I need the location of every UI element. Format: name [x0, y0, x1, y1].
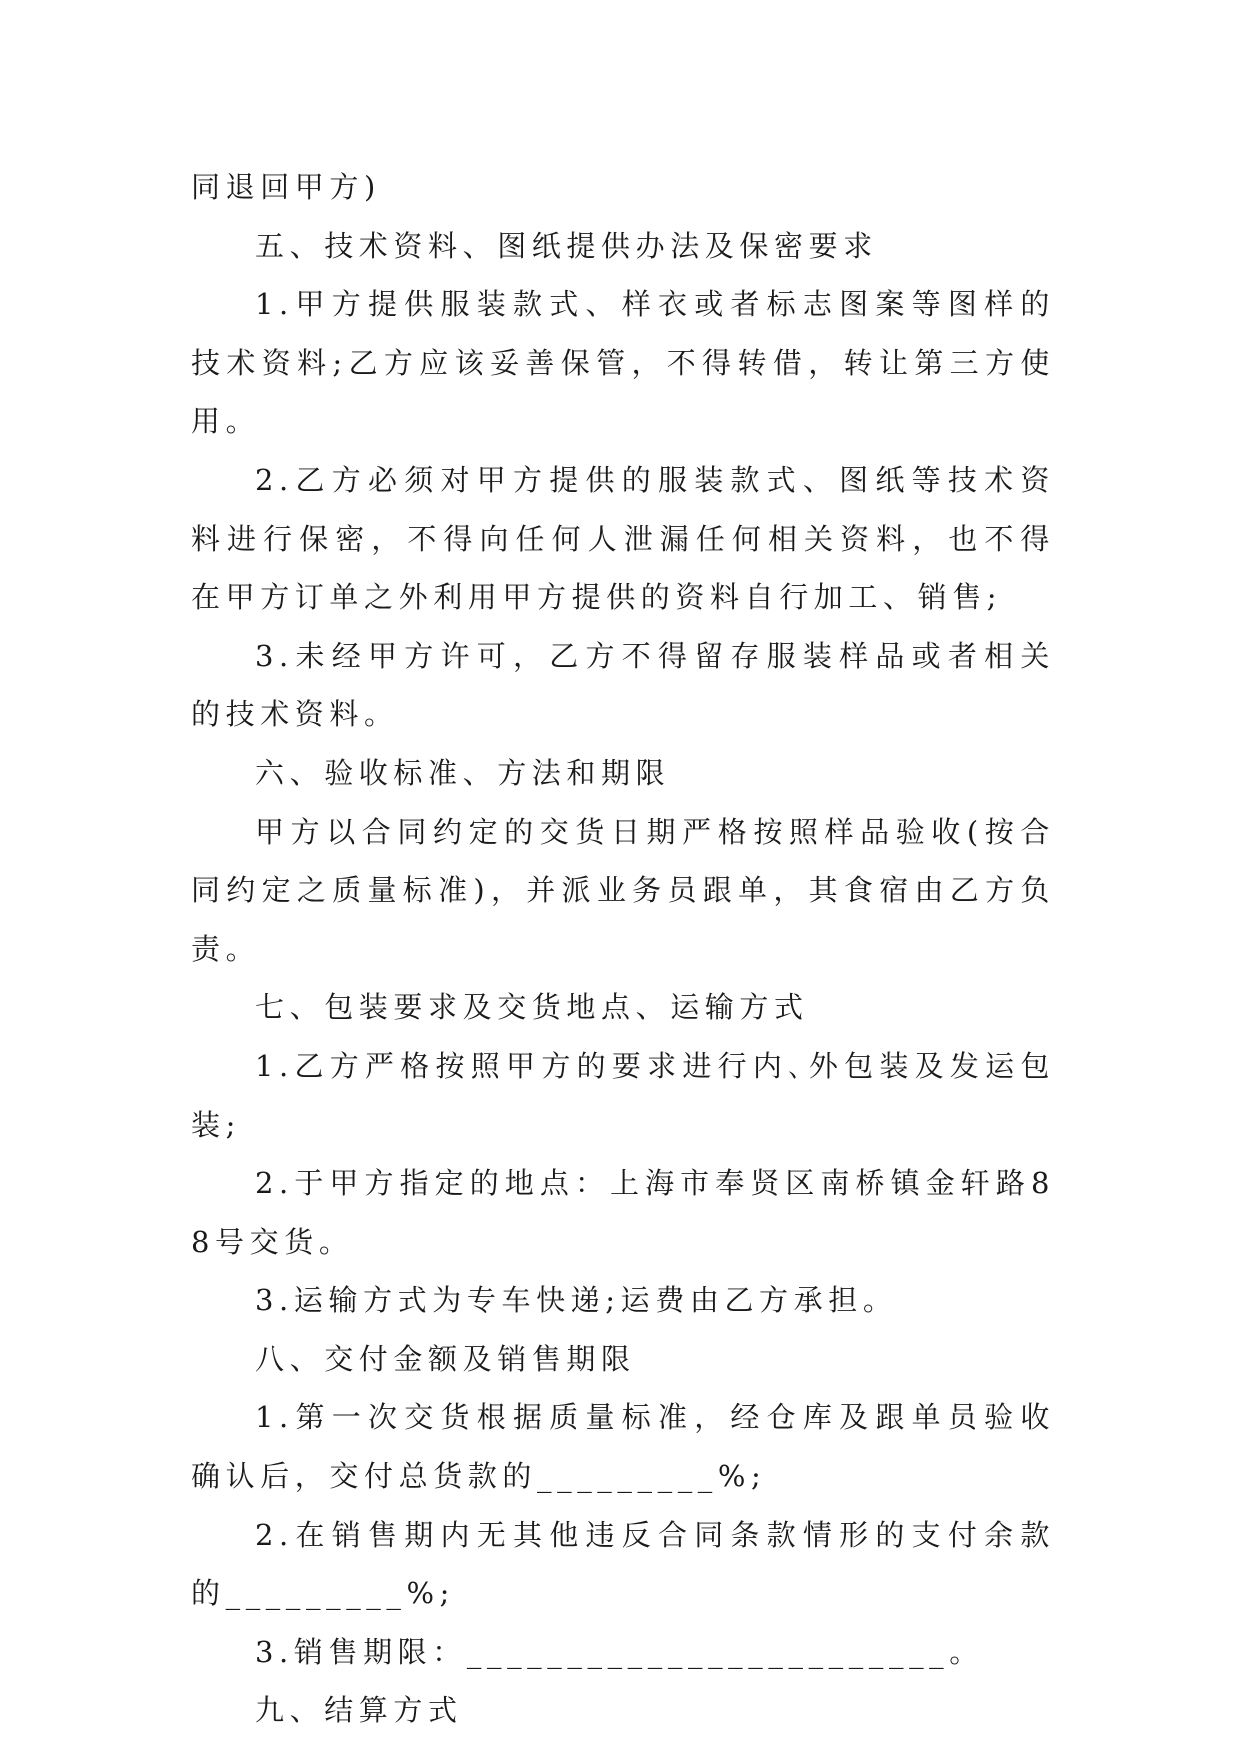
paragraph: 甲方以合同约定的交货日期严格按照样品验收(按合同约定之质量标准)，并派业务员跟单，其食宿由乙方负责。 [191, 814, 1055, 966]
section-heading-5: 五、技术资料、图纸提供办法及保密要求 [255, 228, 878, 263]
paragraph: 1.第一次交货根据质量标准，经仓库及跟单员验收确认后，交付总货款的_________%; [191, 1400, 1055, 1494]
section-heading-8: 八、交付金额及销售期限 [255, 1341, 636, 1376]
section-heading-7: 七、包装要求及交货地点、运输方式 [255, 990, 809, 1025]
paragraph-continuation: 同退回甲方) [191, 170, 381, 204]
paragraph: 1.乙方严格按照甲方的要求进行内､外包装及发运包装; [191, 1048, 1055, 1142]
paragraph: 1.甲方提供服装款式、样衣或者标志图案等图样的技术资料;乙方应该妥善保管，不得转借，转让第三方使用。 [191, 287, 1055, 439]
paragraph: 3.销售期限：________________________。 [255, 1634, 984, 1669]
paragraph: 2.乙方必须对甲方提供的服装款式、图纸等技术资料进行保密，不得向任何人泄漏任何相关资料，也不得在甲方订单之外利用甲方提供的资料自行加工、销售; [191, 462, 1055, 615]
paragraph: 3.未经甲方许可，乙方不得留存服装样品或者相关的技术资料。 [191, 638, 1055, 732]
paragraph: 2.于甲方指定的地点：上海市奉贤区南桥镇金轩路88号交货。 [191, 1166, 1055, 1259]
document-body [191, 158, 1055, 1740]
paragraph: 3.运输方式为专车快递;运费由乙方承担。 [255, 1283, 898, 1318]
paragraph: 2.在销售期内无其他违反合同条款情形的支付余款的_________%; [191, 1517, 1055, 1611]
section-heading-6: 六、验收标准、方法和期限 [255, 755, 671, 790]
section-heading-9: 九、结算方式 [255, 1693, 463, 1728]
